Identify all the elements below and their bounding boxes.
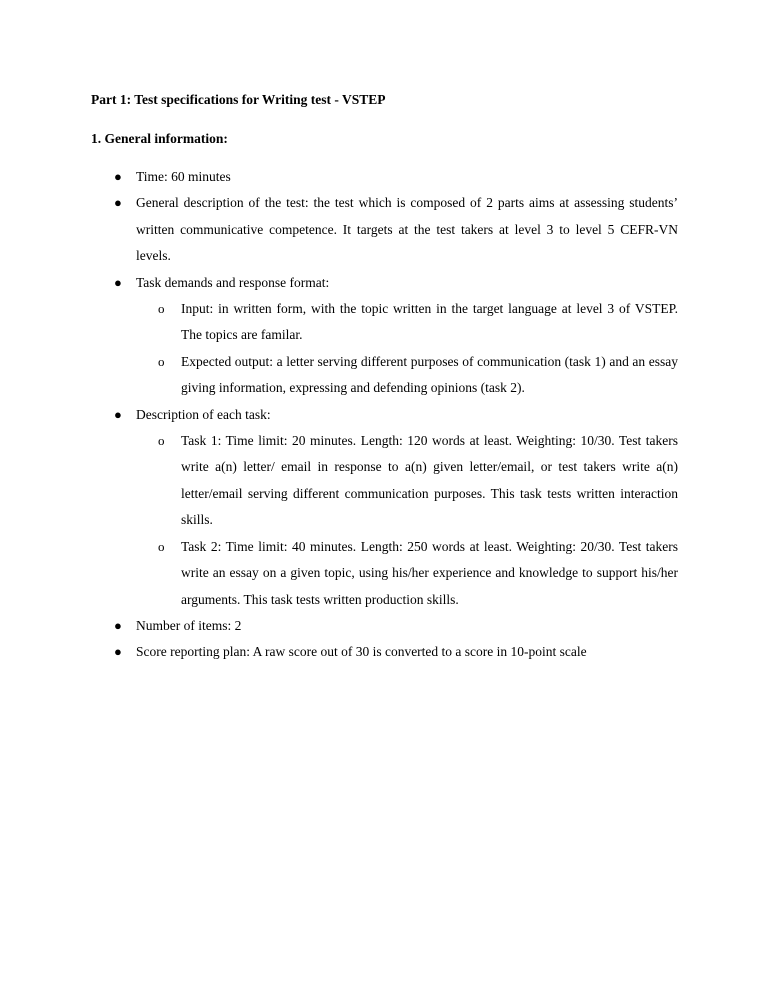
sub-item-text: Task 2: Time limit: 40 minutes. Length: 250 words at least. Weighting: 20/30. Test takers write an essay on a given topic, using his/her experience and knowledge to support his/her arguments. This task tests written production skills. [181, 538, 678, 607]
bullet-icon: ● [114, 195, 122, 211]
sub-item-task-1 [0, 428, 678, 534]
item-text: General description of the test: the test which is composed of 2 parts aims at assessing students’ written communicative competence. It targets at the test takers at level 3 to level 5 CEFR-VN levels. [136, 195, 678, 264]
sub-item-expected-output [0, 349, 678, 402]
circle-bullet-icon: o [158, 301, 165, 317]
section-heading: 1. General information: [91, 131, 228, 146]
bullet-icon: ● [114, 617, 122, 633]
item-text: Score reporting plan: A raw score out of 30 is converted to a score in 10-point scale [136, 644, 587, 660]
item-text: Number of items: 2 [136, 617, 242, 633]
item-text: Time: 60 minutes [136, 169, 231, 184]
sub-item-text: Expected output: a letter serving different purposes of communication (task 1) and an essay giving information, expressing and defending opinions (task 2). [181, 353, 678, 396]
item-text: Description of each task: [136, 406, 271, 422]
list-item-time [0, 164, 768, 190]
bullet-icon: ● [114, 644, 122, 660]
list-item-task-demands [0, 270, 768, 402]
circle-bullet-icon: o [158, 433, 165, 449]
item-text: Task demands and response format: [136, 274, 330, 290]
general-information-list [0, 164, 768, 666]
sub-item-task-2 [0, 534, 678, 613]
list-item-number-of-items [0, 613, 768, 639]
sub-item-text: Task 1: Time limit: 20 minutes. Length: 120 words at least. Weighting: 10/30. Test takers write a(n) letter/ email in response to a(n) given letter/email, or test takers write a(n) letter/email serving different communication purposes. This task tests written interaction skills. [181, 433, 678, 528]
bullet-icon: ● [114, 274, 122, 290]
list-item-general-description [0, 190, 768, 269]
list-item-task-description [0, 402, 768, 613]
circle-bullet-icon: o [158, 353, 165, 369]
sub-item-text: Input: in written form, with the topic written in the target language at level 3 of VSTEP. The topics are familar. [181, 301, 678, 343]
circle-bullet-icon: o [158, 538, 165, 554]
page-title: Part 1: Test specifications for Writing test - VSTEP [91, 92, 386, 107]
list-item-score-reporting [0, 639, 768, 665]
sub-item-input [0, 296, 678, 349]
bullet-icon: ● [114, 169, 122, 184]
bullet-icon: ● [114, 406, 122, 422]
